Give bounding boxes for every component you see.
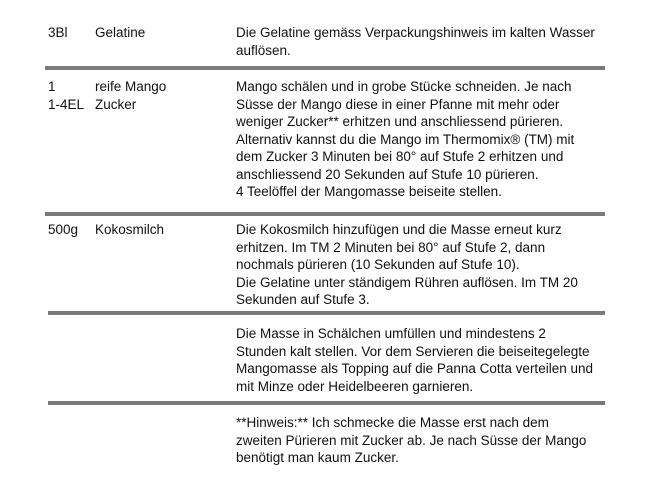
quantity: 1-4EL [48,96,85,112]
step-line: Sekunden auf Stufe 3. [236,292,370,307]
step-line: Mangomasse als Topping auf die Panna Cotta verteilen und [236,361,593,376]
row-divider [45,212,605,216]
step-line: Mango schälen und in grobe Stücke schneiden. Je nach [236,79,572,94]
step-line: Die Kokosmilch hinzufügen und die Masse erneut kurz [236,222,562,237]
row-divider [48,311,605,315]
ingredient: reife Mango [95,79,167,94]
quantity: 500g [48,222,79,237]
ingredient: Kokosmilch [95,222,165,237]
step-line: mit Minze oder Heidelbeeren garnieren. [236,378,474,394]
step-line: Stunden kalt stellen. Vor dem Servieren die beiseitegelegte [236,343,590,359]
step-line: weniger Zucker** erhitzen und anschliessend pürieren. [236,114,564,129]
step-line: Süsse der Mango diese in einer Pfanne mit mehr oder [236,96,560,112]
step-line: Die Masse in Schälchen umfüllen und mindestens 2 [236,326,546,341]
step-line: auflösen. [236,42,291,58]
step-line: erhitzen. Im TM 2 Minuten bei 80° auf Stufe 2, dann [236,239,546,255]
step-line: anschliessend 20 Sekunden auf Stufe 10 pürieren. [236,166,539,182]
step-line: 4 Teelöffel der Mangomasse beiseite stellen. [236,184,502,199]
step-line: dem Zucker 3 Minuten bei 80° auf Stufe 2 erhitzen und [236,149,564,164]
quantity: 1 [48,79,56,94]
step-line: Alternativ kannst du die Mango im Thermomix® (TM) mit [236,131,575,147]
ingredient: Zucker [95,96,137,112]
step-line: Die Gelatine gemäss Verpackungshinweis im kalten Wasser [236,25,595,40]
row-divider [48,401,605,405]
step-line: zweiten Pürieren mit Zucker ab. Je nach Süsse der Mango [236,432,587,448]
step-line: benötigt man kaum Zucker. [236,450,399,465]
step-line: Die Gelatine unter ständigem Rühren auflösen. Im TM 20 [236,274,578,290]
row-divider [45,66,605,70]
step-line: nochmals pürieren (10 Sekunden auf Stufe 10). [236,257,520,272]
quantity: 3Bl [48,25,68,40]
step-line: **Hinweis:** Ich schmecke die Masse erst nach dem [236,415,549,430]
ingredient: Gelatine [95,25,146,40]
